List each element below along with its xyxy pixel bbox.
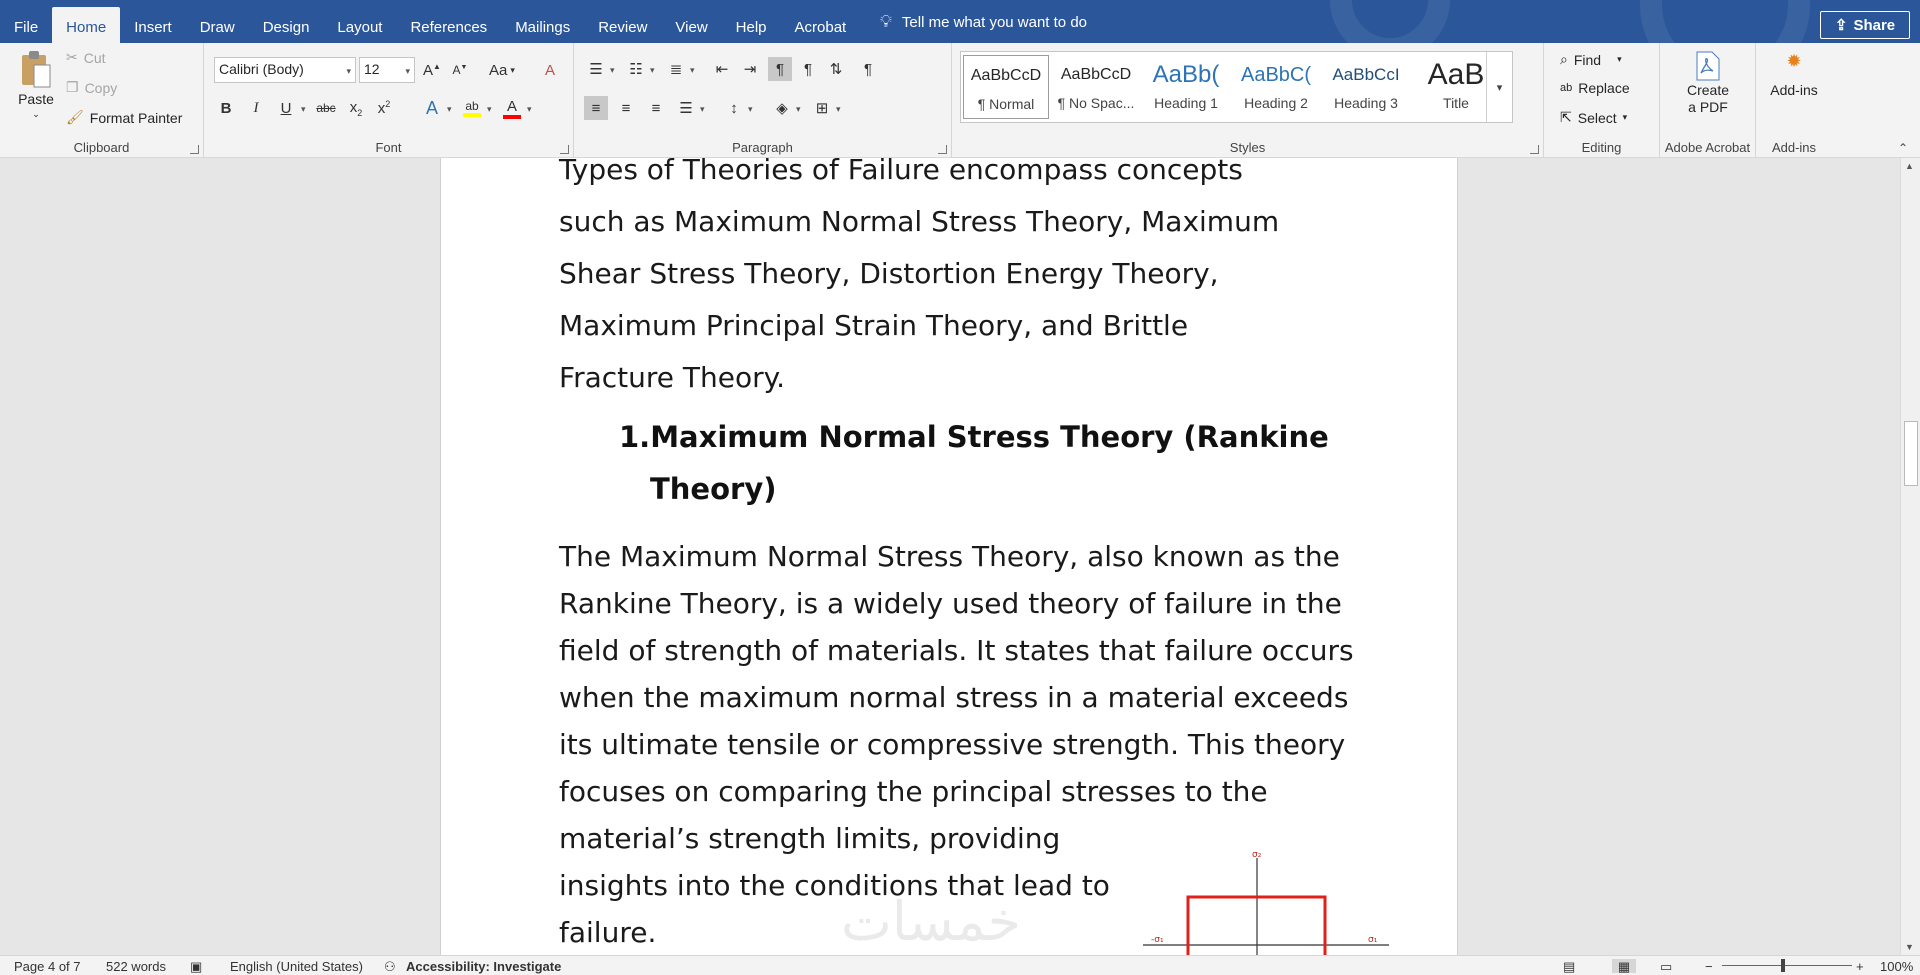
increase-indent-button[interactable]: [738, 57, 762, 81]
copy-icon: ❐: [66, 79, 79, 95]
replace-label: Replace: [1578, 80, 1630, 96]
text-line: its ultimate tensile or compressive strength. This theory: [559, 728, 1346, 761]
text-line: focuses on comparing the principal stresses to the: [559, 775, 1268, 808]
acrobat-group: [1660, 43, 1756, 158]
language-indicator[interactable]: English (United States): [230, 959, 363, 974]
copy-label: Copy: [84, 79, 118, 96]
clipboard-group-label: Clipboard: [73, 140, 130, 155]
figure-y-label: σ₂: [1252, 850, 1262, 860]
align-center-button[interactable]: [614, 96, 638, 120]
zoom-slider-track[interactable]: [1722, 965, 1852, 966]
chevron-down-icon: ▾: [1617, 54, 1622, 64]
format-painter-button[interactable]: [66, 109, 182, 126]
paste-icon: [19, 49, 53, 89]
chevron-down-icon: ▾: [690, 65, 695, 75]
shading-button[interactable]: [770, 96, 794, 120]
sort-button[interactable]: [824, 57, 848, 81]
addins-group-label: Add-ins: [1771, 140, 1817, 155]
cursor-icon: ⇱: [1560, 109, 1572, 125]
line-spacing-button[interactable]: [722, 96, 746, 120]
paragraph-group-label: Paragraph: [732, 140, 793, 155]
ribbon-tab-bar: [0, 0, 1920, 47]
text-line: Types of Theories of Failure encompass concepts: [559, 158, 1243, 186]
ltr-direction-button[interactable]: [768, 57, 792, 81]
create-pdf-button[interactable]: [1660, 51, 1756, 115]
clear-formatting-button[interactable]: [538, 58, 562, 82]
style-heading-2[interactable]: [1233, 55, 1319, 119]
clear-formatting-icon: A: [544, 61, 555, 79]
style-normal[interactable]: [963, 55, 1049, 119]
editing-group-label: Editing: [1581, 140, 1622, 155]
paragraph-launcher[interactable]: [938, 145, 947, 154]
multilevel-list-icon: ≣: [669, 61, 683, 78]
highlight-color-bar: [463, 113, 481, 117]
change-case-button[interactable]: [484, 58, 520, 82]
heading-line-2: Theory): [650, 472, 777, 506]
pilcrow-icon: ¶: [863, 60, 873, 78]
font-size-box[interactable]: [359, 57, 415, 83]
select-label: Select: [1577, 109, 1617, 126]
zoom-level[interactable]: 100%: [1880, 959, 1914, 974]
align-center-icon: ≡: [621, 99, 631, 117]
tab-home[interactable]: Home: [52, 7, 120, 47]
select-button[interactable]: [1560, 109, 1627, 126]
heading-line-1: Maximum Normal Stress Theory (Rankine: [650, 420, 1329, 454]
figure-x-label: σ₁: [1368, 935, 1378, 945]
bold-icon: B: [220, 99, 232, 117]
print-layout-icon[interactable]: ▦: [1612, 959, 1636, 973]
numbering-button[interactable]: [624, 57, 648, 81]
font-name-value: Calibri (Body): [219, 61, 304, 77]
text-line: failure.: [559, 916, 657, 949]
paragraph-group: [574, 43, 952, 158]
share-label: Share: [1853, 16, 1896, 34]
chevron-down-icon: ▾: [700, 104, 705, 114]
chevron-down-icon: ▾: [1496, 81, 1503, 94]
styles-group-label: Styles: [1229, 140, 1266, 155]
ribbon: [0, 43, 1920, 158]
styles-launcher[interactable]: [1530, 145, 1539, 154]
shrink-font-button[interactable]: [448, 58, 472, 82]
search-icon: ⌕: [1560, 51, 1568, 67]
zoom-out-icon[interactable]: −: [1705, 959, 1713, 974]
font-group-label: Font: [375, 140, 402, 155]
document-area: [0, 158, 1900, 955]
style-heading-2-name: Heading 2: [1244, 95, 1308, 111]
chevron-down-icon: ▾: [796, 104, 801, 114]
bullets-icon: ☰: [589, 61, 603, 78]
share-icon: ⇪: [1834, 17, 1848, 34]
heading-number: 1.: [619, 420, 651, 454]
superscript-icon: $x^2$: [377, 99, 391, 117]
chevron-down-icon: ▾: [405, 66, 410, 76]
style-title-preview: AaB: [1427, 58, 1485, 91]
change-case-label: Aa: [489, 61, 508, 79]
align-right-icon: ≡: [651, 99, 661, 117]
vertical-scrollbar[interactable]: [1900, 158, 1920, 955]
subscript-icon: $x_2$: [349, 98, 363, 118]
tab-insert[interactable]: Insert: [134, 18, 172, 36]
web-layout-icon[interactable]: ▭: [1660, 959, 1673, 974]
style-heading-2-preview: AaBbC(: [1240, 63, 1312, 86]
chevron-down-icon: ▾: [836, 104, 841, 114]
tab-layout[interactable]: Layout: [337, 18, 383, 36]
replace-button[interactable]: [1560, 80, 1630, 96]
style-heading-1[interactable]: [1143, 55, 1229, 119]
cut-label: Cut: [83, 49, 106, 66]
create-pdf-line1: Create: [1686, 82, 1730, 98]
underline-icon: U: [280, 99, 292, 117]
style-heading-1-name: Heading 1: [1154, 95, 1218, 111]
create-pdf-line2: a PDF: [1688, 99, 1728, 115]
style-heading-3[interactable]: [1323, 55, 1409, 119]
paintbrush-icon: 🖌︎: [66, 109, 84, 125]
text-line: Shear Stress Theory, Distortion Energy Theory,: [559, 257, 1219, 290]
accessibility-status[interactable]: Accessibility: Investigate: [406, 959, 562, 974]
scroll-thumb[interactable]: [1904, 421, 1918, 486]
chevron-down-icon: ▾: [1622, 112, 1628, 122]
grow-font-button[interactable]: [420, 58, 444, 82]
numbering-icon: ☷: [629, 61, 643, 78]
lightbulb-icon: 💡︎: [880, 12, 892, 31]
tab-references[interactable]: References: [410, 18, 488, 36]
document-page[interactable]: [440, 158, 1458, 955]
acrobat-group-label: Adobe Acrobat: [1664, 140, 1751, 155]
font-color-bar: [503, 115, 521, 119]
copy-button[interactable]: [66, 79, 117, 96]
styles-gallery: [960, 51, 1513, 123]
text-line: material’s strength limits, providing: [559, 822, 1061, 855]
tab-file[interactable]: File: [14, 18, 39, 36]
align-right-button[interactable]: [644, 96, 668, 120]
text-effects-icon: A: [425, 97, 438, 118]
highlighter-icon: ab: [465, 99, 479, 113]
scroll-down-icon[interactable]: ▼: [1905, 942, 1914, 952]
ltr-paragraph-icon: ¶: [775, 60, 785, 78]
font-size-value: 12: [364, 61, 380, 77]
grow-font-icon: A▲: [423, 61, 441, 79]
chevron-down-icon: ▾: [510, 64, 515, 75]
style-heading-1-preview: AaBb(: [1152, 61, 1220, 88]
editing-group: [1544, 43, 1660, 158]
scroll-up-icon[interactable]: ▲: [1905, 161, 1914, 171]
tab-view[interactable]: View: [675, 18, 708, 36]
style-normal-preview: AaBbCcD: [970, 67, 1042, 84]
cut-button[interactable]: [66, 49, 106, 66]
proofing-icon[interactable]: ▣: [190, 959, 203, 974]
borders-button[interactable]: [810, 96, 834, 120]
read-mode-icon[interactable]: ▤: [1563, 959, 1576, 974]
style-heading-3-preview: AaBbCcI: [1332, 65, 1400, 84]
text-line: Rankine Theory, is a widely used theory of failure in the: [559, 587, 1342, 620]
zoom-slider-thumb[interactable]: [1781, 959, 1785, 972]
replace-icon: ab: [1560, 82, 1573, 94]
justify-button[interactable]: [674, 96, 698, 120]
text-line: insights into the conditions that lead to: [559, 869, 1110, 902]
style-title-name: Title: [1443, 95, 1469, 111]
paint-bucket-icon: ◈: [776, 100, 788, 117]
styles-more-button[interactable]: [1486, 52, 1512, 122]
add-ins-icon: ✹: [1786, 51, 1802, 71]
paste-label: Paste: [18, 91, 54, 107]
chevron-down-icon: ▾: [748, 104, 753, 114]
section-heading: [619, 420, 1329, 454]
styles-group: [952, 43, 1544, 158]
status-bar: [0, 955, 1920, 975]
multilevel-list-button[interactable]: [664, 57, 688, 81]
clipboard-group: [0, 43, 204, 158]
addins-group: [1756, 43, 1832, 158]
text-effects-button[interactable]: [420, 96, 444, 120]
page-count[interactable]: Page 4 of 7: [14, 959, 81, 974]
decrease-indent-button[interactable]: [710, 57, 734, 81]
tab-draw[interactable]: Draw: [199, 18, 235, 36]
bold-button[interactable]: [214, 96, 238, 120]
chevron-down-icon: ▾: [301, 104, 306, 114]
rtl-direction-button[interactable]: [796, 57, 820, 81]
superscript-button[interactable]: [372, 96, 396, 120]
italic-icon: I: [253, 99, 259, 116]
chevron-down-icon: ▾: [650, 65, 655, 75]
text-line: Maximum Principal Strain Theory, and Brittle: [559, 309, 1189, 342]
zoom-in-icon[interactable]: +: [1856, 959, 1864, 974]
italic-button[interactable]: [244, 96, 268, 120]
subscript-button[interactable]: [344, 96, 368, 120]
tell-me-search[interactable]: [880, 12, 1087, 32]
style-no-spacing-name: ¶ No Spac...: [1057, 95, 1135, 111]
font-launcher[interactable]: [560, 145, 569, 154]
chevron-down-icon: ▾: [610, 65, 615, 75]
scissors-icon: ✂: [66, 49, 78, 65]
tell-me-label: Tell me what you want to do: [901, 13, 1088, 31]
increase-indent-icon: ⇥: [743, 61, 757, 78]
strikethrough-icon: abc: [316, 101, 336, 115]
chevron-down-icon: ⌄: [32, 109, 40, 119]
align-left-icon: ≡: [591, 99, 601, 117]
pdf-icon: [1695, 51, 1721, 81]
shrink-font-icon: A▼: [452, 63, 468, 77]
failure-envelope-figure[interactable]: [1141, 848, 1391, 955]
strikethrough-button[interactable]: [314, 96, 338, 120]
find-button[interactable]: [1560, 51, 1622, 68]
underline-button[interactable]: [274, 96, 298, 120]
add-ins-button[interactable]: [1756, 51, 1832, 98]
align-left-button[interactable]: [584, 96, 608, 120]
word-count[interactable]: 522 words: [106, 959, 166, 974]
text-line: field of strength of materials. It states that failure occurs: [559, 634, 1354, 667]
watermark: خمسات: [841, 890, 1022, 953]
font-group: [204, 43, 574, 158]
chevron-up-icon: ⌃: [1897, 141, 1908, 155]
line-spacing-icon: ↕: [730, 99, 738, 117]
highlight-button[interactable]: [460, 96, 484, 120]
chevron-down-icon: ▾: [346, 66, 351, 76]
figure-neg-x-label: -σ₁: [1151, 935, 1164, 945]
banner-decoration: [1640, 0, 1810, 47]
rtl-paragraph-icon: ¶: [803, 60, 813, 78]
text-line: Fracture Theory.: [559, 361, 786, 394]
style-heading-3-name: Heading 3: [1334, 95, 1398, 111]
sort-icon: ⇅: [829, 61, 843, 78]
chevron-down-icon: ▾: [487, 104, 492, 114]
style-no-spacing[interactable]: [1053, 55, 1139, 119]
tab-mailings[interactable]: Mailings: [515, 18, 571, 36]
add-ins-button-label: Add-ins: [1770, 82, 1818, 98]
text-line: The Maximum Normal Stress Theory, also known as the: [559, 540, 1340, 573]
find-label: Find: [1573, 51, 1602, 68]
show-formatting-button[interactable]: [856, 57, 880, 81]
tab-strip: [0, 0, 860, 47]
share-button[interactable]: [1820, 11, 1910, 39]
tab-design[interactable]: Design: [262, 18, 310, 36]
format-painter-label: Format Painter: [89, 109, 183, 126]
clipboard-launcher[interactable]: [190, 145, 199, 154]
font-name-box[interactable]: [214, 57, 356, 83]
accessibility-icon: ⚇: [384, 959, 396, 974]
style-no-spacing-preview: AaBbCcD: [1060, 66, 1132, 83]
borders-icon: ⊞: [815, 100, 829, 117]
bullets-button[interactable]: [584, 57, 608, 81]
chevron-down-icon: ▾: [527, 104, 532, 114]
style-normal-name: ¶ Normal: [977, 96, 1035, 112]
tab-acrobat[interactable]: Acrobat: [794, 18, 847, 36]
chevron-down-icon: ▾: [447, 104, 452, 114]
text-line: when the maximum normal stress in a material exceeds: [559, 681, 1349, 714]
collapse-ribbon-button[interactable]: [1898, 141, 1908, 155]
tab-help[interactable]: Help: [735, 18, 767, 36]
font-color-icon: A: [506, 97, 517, 115]
justify-icon: ☰: [679, 100, 693, 117]
text-line: such as Maximum Normal Stress Theory, Maximum: [559, 205, 1280, 238]
font-color-button[interactable]: [500, 96, 524, 120]
paste-button[interactable]: [14, 49, 58, 120]
banner-decoration: [1330, 0, 1450, 47]
tab-review[interactable]: Review: [598, 18, 648, 36]
decrease-indent-icon: ⇤: [715, 61, 729, 78]
